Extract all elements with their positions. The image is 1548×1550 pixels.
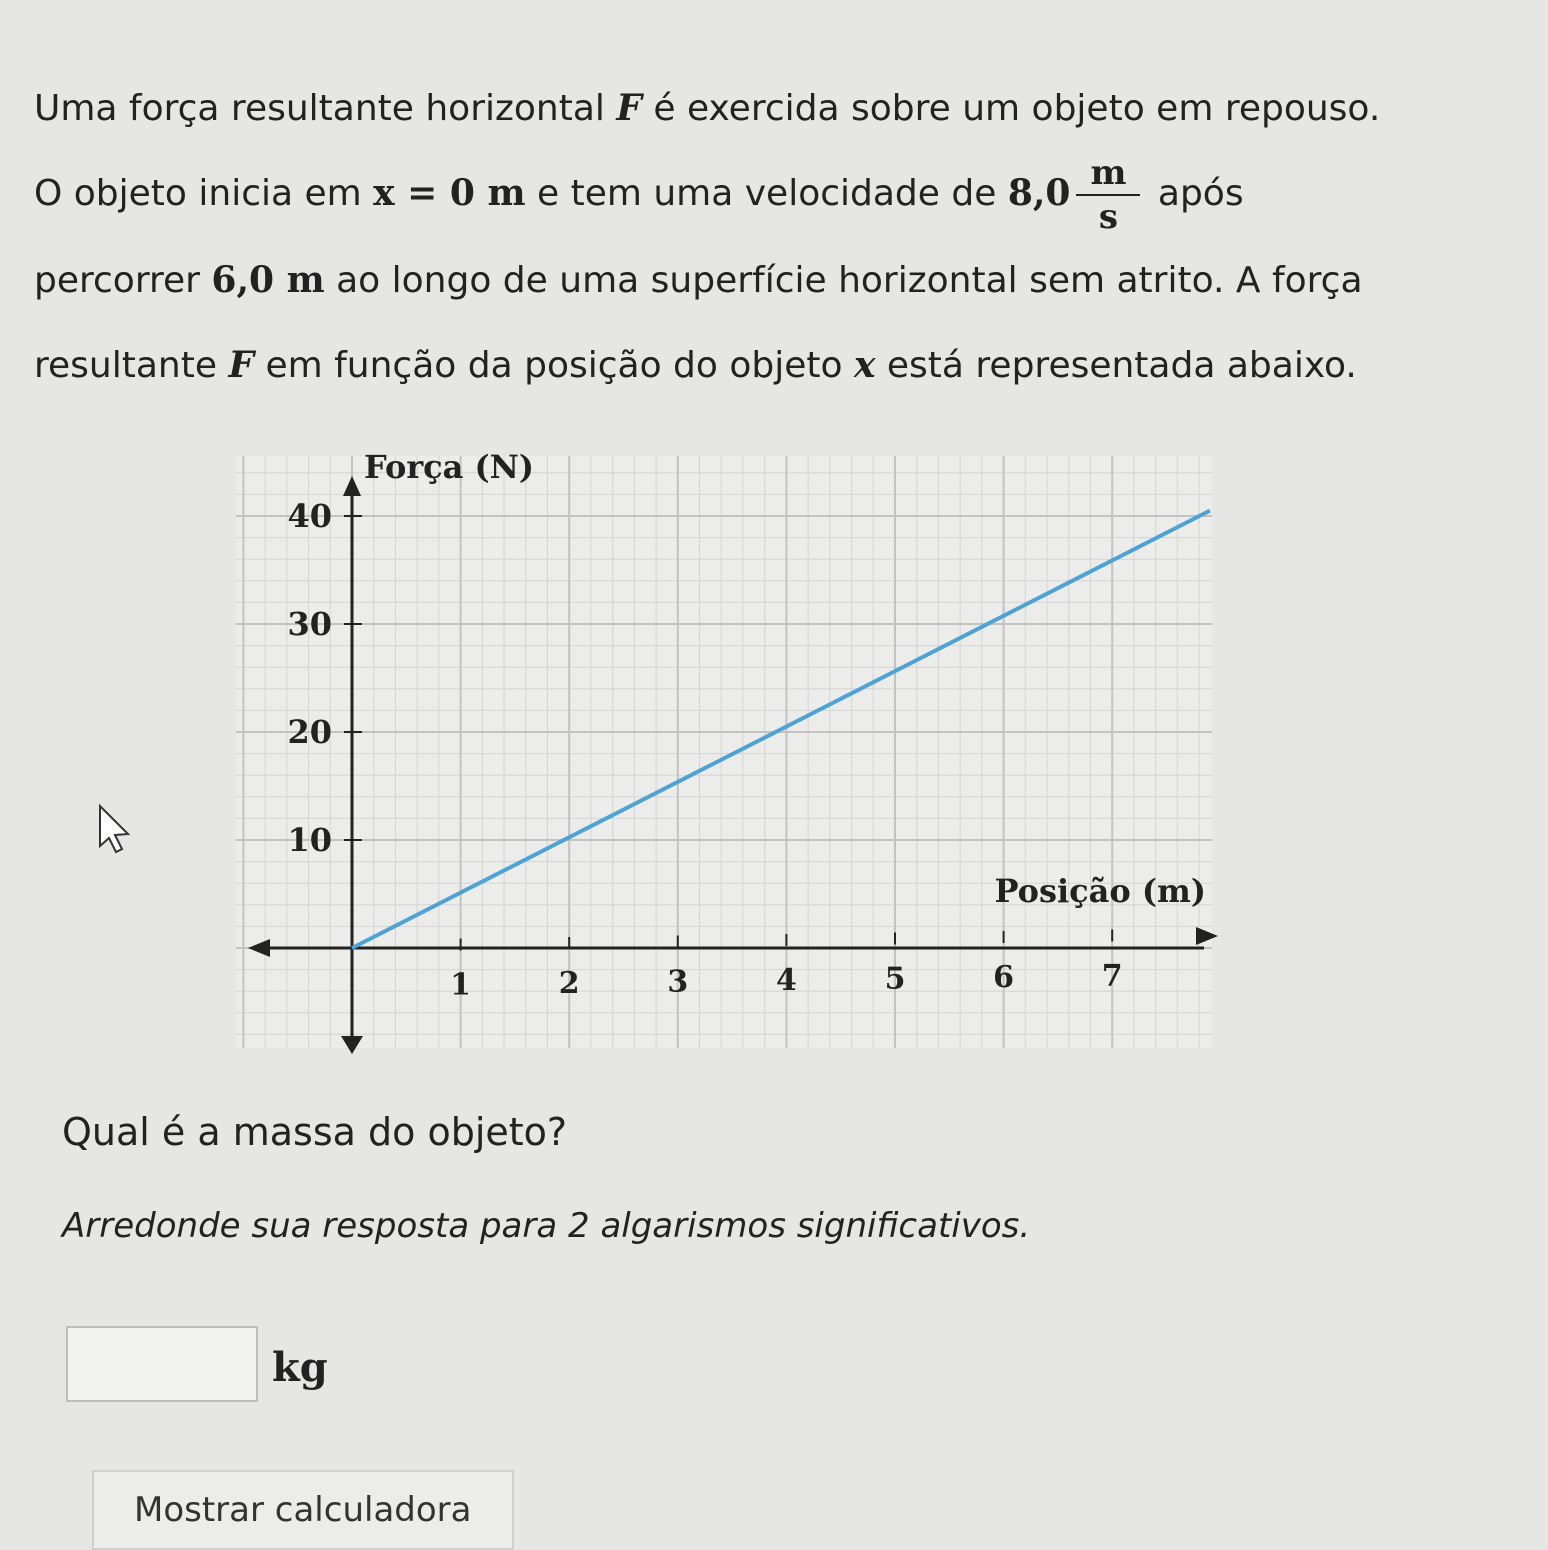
position-symbol: x [853, 344, 876, 386]
y-tick-label: 20 [287, 713, 332, 751]
x-tick-label: 6 [993, 960, 1015, 995]
velocity-unit-fraction: $\frac{m}{s}$ [1076, 152, 1140, 238]
x-tick-label: 3 [667, 964, 689, 1000]
y-tick-label: 10 [287, 821, 332, 859]
x-axis-title: Posição (m) [994, 872, 1206, 910]
problem-line-4: resultante F em função da posição do objeto x está representada abaixo. [34, 344, 1357, 386]
initial-position: x = 0 m [373, 172, 526, 214]
y-axis-title: Força (N) [364, 448, 535, 486]
distance-value: 6,0 m [211, 259, 325, 301]
problem-line-1: Uma força resultante horizontal F é exercida sobre um objeto em repouso. [34, 87, 1381, 129]
x-tick-label: 4 [775, 963, 797, 998]
force-symbol: F [616, 87, 642, 129]
show-calculator-button[interactable]: Mostrar calculadora [92, 1470, 514, 1550]
x-tick-label: 2 [558, 966, 580, 1001]
rounding-instruction: Arredonde sua resposta para 2 algarismos significativos. [62, 1206, 1031, 1246]
force-symbol: F [228, 344, 254, 386]
velocity-value: 8,0 [1007, 172, 1071, 214]
x-tick-label: 5 [884, 961, 906, 997]
problem-line-2: O objeto inicia em x = 0 m e tem uma velocidade de 8,0 $\frac{m}{s}$ após [34, 153, 1244, 237]
question-text: Qual é a massa do objeto? [62, 1110, 568, 1154]
x-tick-label: 1 [450, 967, 472, 1003]
problem-line-3: percorrer 6,0 m ao longo de uma superfície horizontal sem atrito. A força [34, 259, 1363, 301]
y-tick-label: 30 [287, 605, 332, 643]
answer-input[interactable] [66, 1326, 258, 1402]
x-tick-label: 7 [1101, 958, 1123, 994]
y-tick-label: 40 [287, 497, 332, 535]
answer-unit: kg [272, 1344, 328, 1391]
